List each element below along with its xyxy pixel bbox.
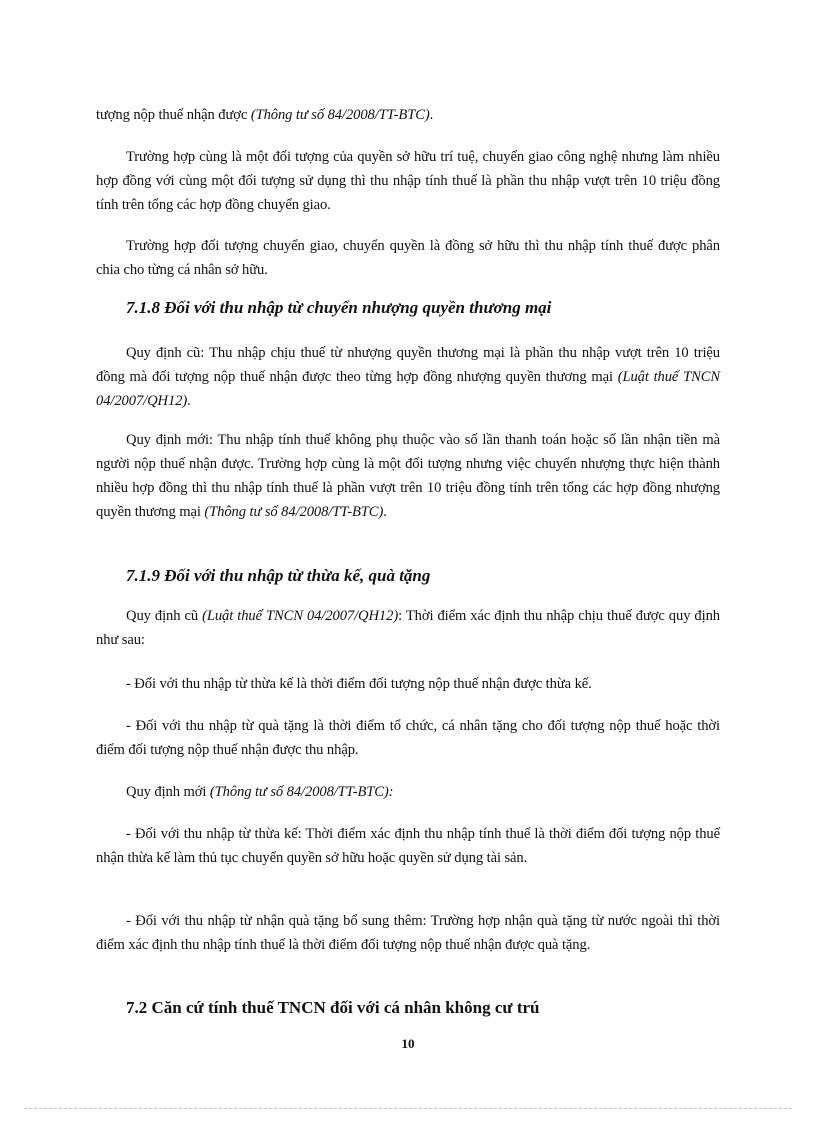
heading-7-1-9: 7.1.9 Đối với thu nhập từ thừa kế, quà tặng (126, 566, 431, 585)
paragraph-9: Quy định mới (Thông tư số 84/2008/TT-BTC): (126, 784, 394, 800)
footer-divider (24, 1108, 792, 1109)
paragraph-1: tượng nộp thuế nhận được (Thông tư số 84/2008/TT-BTC). (96, 107, 434, 123)
paragraph-6: Quy định cũ (Luật thuế TNCN 04/2007/QH12): Thời điểm xác định thu nhập chịu thuế được quy định như sau: (96, 608, 720, 648)
paragraph-2: Trường hợp cùng là một đối tượng của quyền sở hữu trí tuệ, chuyển giao công nghệ nhưng làm nhiều hợp đồng với cùng một đối tượng sử dụng thì thu nhập tính thuế là phần thu nhập vượt trên 10 triệu đồng tính trên tổng các hợp đồng chuyển giao. (96, 149, 720, 213)
paragraph-8: - Đối với thu nhập từ quà tặng là thời điểm tổ chức, cá nhân tặng cho đối tượng nộp thuế hoặc thời điểm đối tượng nộp thuế nhận được thu nhập. (96, 718, 720, 758)
paragraph-5: Quy định mới: Thu nhập tính thuế không phụ thuộc vào số lần thanh toán hoặc số lần nhận tiền mà người nộp thuế nhận được. Trường hợp cùng là một đối tượng nhưng việc chuyển nhượng thực hiện thành nhiều hợp đồng thì thu nhập tính thuế là phần vượt trên 10 triệu đồng tính trên tổng các hợp đồng nhượng quyền thương mại (Thông tư số 84/2008/TT-BTC). (96, 432, 720, 520)
heading-7-1-8: 7.1.8 Đối với thu nhập từ chuyển nhượng quyền thương mại (126, 298, 552, 317)
page-number: 10 (401, 1036, 415, 1051)
heading-7-2: 7.2 Căn cứ tính thuế TNCN đối với cá nhân không cư trú (126, 998, 540, 1017)
paragraph-7: - Đối với thu nhập từ thừa kế là thời điểm đối tượng nộp thuế nhận được thừa kế. (126, 676, 592, 692)
paragraph-11: - Đối với thu nhập từ nhận quà tặng bổ sung thêm: Trường hợp nhận quà tặng từ nước ngoài thì thời điểm xác định thu nhập tính thuế là thời điểm đối tượng nộp thuế nhận được quà tặng. (96, 913, 720, 953)
paragraph-10: - Đối với thu nhập từ thừa kế: Thời điểm xác định thu nhập tính thuế là thời điểm đối tượng nộp thuế nhận thừa kế làm thủ tục chuyển quyền sở hữu hoặc quyền sử dụng tài sản. (96, 826, 720, 866)
paragraph-3: Trường hợp đối tượng chuyển giao, chuyển quyền là đồng sở hữu thì thu nhập tính thuế được phân chia cho từng cá nhân sở hữu. (96, 238, 720, 278)
paragraph-4: Quy định cũ: Thu nhập chịu thuế từ nhượng quyền thương mại là phần thu nhập vượt trên 10 triệu đồng mà đối tượng nộp thuế nhận được theo từng hợp đồng nhượng quyền thương mại (Luật thuế TNCN 04/2007/QH12). (96, 345, 720, 409)
